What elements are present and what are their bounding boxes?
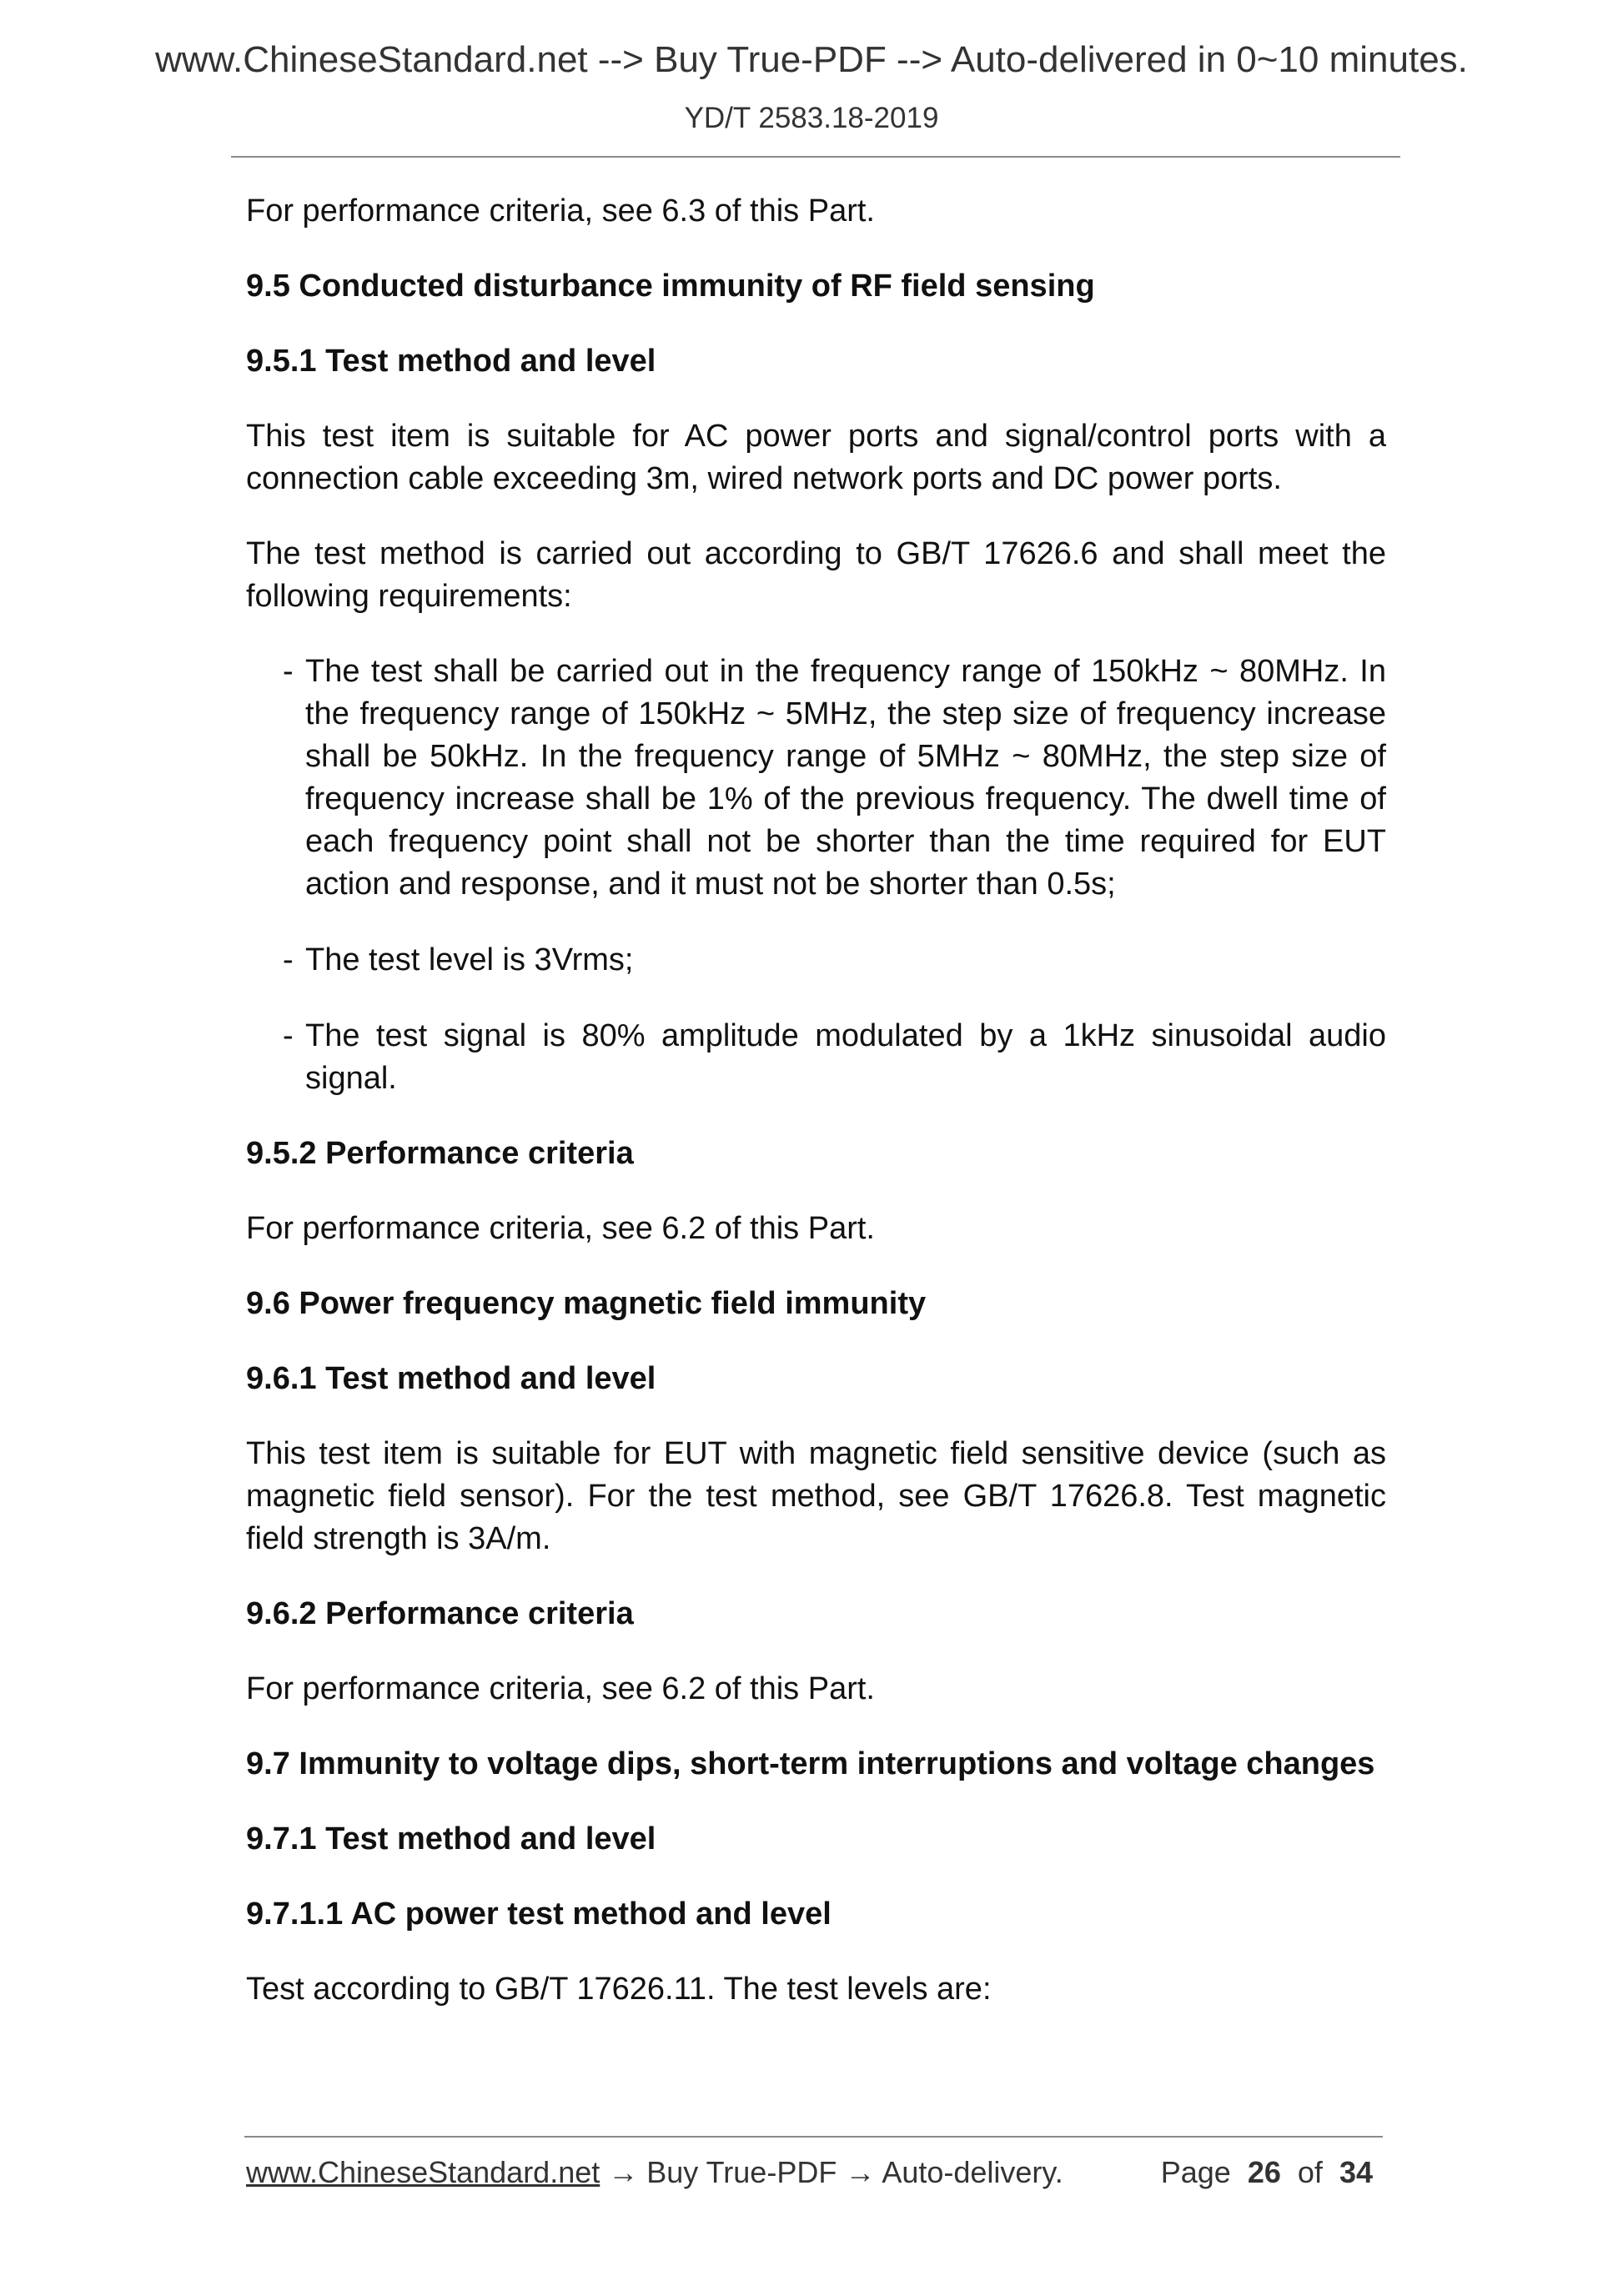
- of-label: of: [1297, 2155, 1323, 2189]
- list-item: [246, 939, 1386, 982]
- list-item-text: The test level is 3Vrms;: [305, 942, 634, 977]
- heading-9-5: 9.5 Conducted disturbance immunity of RF field sensing: [246, 269, 1095, 304]
- paragraph-9-5-1-method: The test method is carried out according to GB/T 17626.6 and shall meet the following requirements:: [246, 536, 1386, 614]
- requirements-list: [246, 651, 1386, 1100]
- page-number: [1161, 2152, 1373, 2193]
- heading-9-5-2: 9.5.2 Performance criteria: [246, 1136, 634, 1171]
- list-dash: -: [283, 942, 294, 977]
- heading-9-6-1: 9.6.1 Test method and level: [246, 1361, 656, 1396]
- heading-9-6: 9.6 Power frequency magnetic field immunity: [246, 1286, 927, 1321]
- footer-site-link[interactable]: www.ChineseStandard.net: [246, 2155, 600, 2189]
- heading-9-7-1-1: 9.7.1.1 AC power test method and level: [246, 1897, 832, 1932]
- list-item-text: The test shall be carried out in the frequency range of 150kHz ~ 80MHz. In the frequency range of 150kHz ~ 5MHz, the step size of frequency increase shall be 50kHz. In the frequency range of 5MHz ~ 80MHz, the step size of frequency increase shall be 1% of the previous frequency. The dwell time of each frequency point shall not be shorter than the time required for EUT action and response, and it must not be shorter than 0.5s;: [305, 654, 1386, 902]
- paragraph-criteria-6-3: For performance criteria, see 6.3 of this Part.: [246, 193, 875, 229]
- list-item-text: The test signal is 80% amplitude modulated by a 1kHz sinusoidal audio signal.: [305, 1018, 1386, 1096]
- page-content: [246, 190, 1386, 2011]
- list-dash: -: [283, 654, 294, 689]
- paragraph-9-5-2: For performance criteria, see 6.2 of this Part.: [246, 1211, 875, 1246]
- current-page: 26: [1247, 2155, 1281, 2189]
- paragraph-9-5-1-scope: This test item is suitable for AC power ports and signal/control ports with a connection cable exceeding 3m, wired network ports and DC power ports.: [246, 419, 1386, 496]
- header-divider: [231, 156, 1400, 158]
- footer-left: [246, 2152, 1063, 2193]
- paragraph-9-7-1-1: Test according to GB/T 17626.11. The test levels are:: [246, 1972, 992, 2007]
- page-label: Page: [1160, 2155, 1231, 2189]
- heading-9-7: 9.7 Immunity to voltage dips, short-term interruptions and voltage changes: [246, 1746, 1375, 1781]
- list-item: [246, 651, 1386, 906]
- list-item: [246, 1015, 1386, 1100]
- paragraph-9-6-1: This test item is suitable for EUT with magnetic field sensitive device (such as magnetic field sensor). For the test method, see GB/T 17626.8. Test magnetic field strength is 3A/m.: [246, 1436, 1386, 1556]
- top-banner: www.ChineseStandard.net --> Buy True-PDF --> Auto-delivered in 0~10 minutes.: [155, 39, 1468, 80]
- document-id: YD/T 2583.18-2019: [684, 102, 939, 134]
- paragraph-9-6-2: For performance criteria, see 6.2 of this Part.: [246, 1671, 875, 1706]
- heading-9-7-1: 9.7.1 Test method and level: [246, 1821, 656, 1856]
- list-dash: -: [283, 1018, 294, 1053]
- footer-divider: [244, 2136, 1383, 2138]
- heading-9-5-1: 9.5.1 Test method and level: [246, 344, 656, 379]
- footer-tagline: → Buy True-PDF → Auto-delivery.: [600, 2155, 1063, 2189]
- total-pages: 34: [1339, 2155, 1373, 2189]
- heading-9-6-2: 9.6.2 Performance criteria: [246, 1596, 634, 1631]
